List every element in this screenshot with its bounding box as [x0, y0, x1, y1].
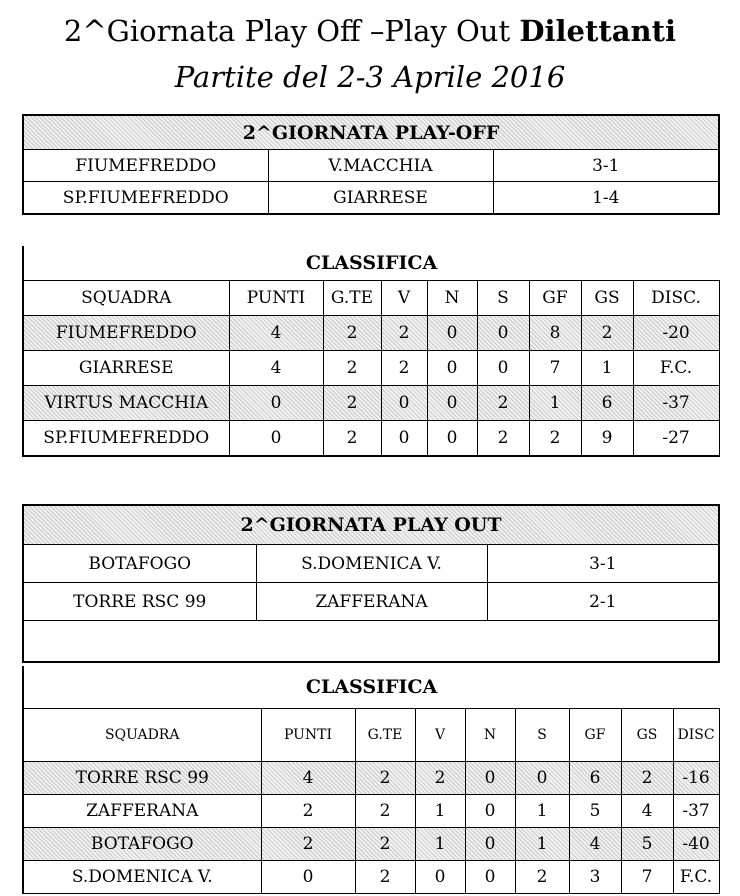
cell: 9 — [581, 421, 633, 457]
match-score: 3-1 — [487, 545, 719, 583]
cell: 0 — [415, 861, 465, 894]
cell: 0 — [381, 421, 427, 457]
table-row — [23, 316, 719, 351]
cell: 0 — [229, 386, 323, 421]
table-row — [23, 386, 719, 421]
cell: 2 — [477, 421, 529, 457]
cell: 2 — [355, 828, 415, 861]
playoff-results-table — [22, 114, 720, 215]
cell: -37 — [633, 386, 719, 421]
playout-standings-title: CLASSIFICA — [23, 666, 719, 709]
cell: 5 — [621, 828, 673, 861]
cell: 0 — [229, 421, 323, 457]
table-row — [23, 828, 719, 861]
cell: 4 — [261, 762, 355, 795]
cell: 8 — [529, 316, 581, 351]
standings-header-row — [23, 709, 719, 762]
team-name: S.DOMENICA V. — [23, 861, 261, 894]
playout-results-title: 2^GIORNATA PLAY OUT — [23, 505, 719, 545]
cell: 1 — [529, 386, 581, 421]
cell: 2 — [621, 762, 673, 795]
col-header: GS — [581, 281, 633, 316]
cell: 0 — [427, 316, 477, 351]
title-bold-text: Dilettanti — [519, 14, 677, 48]
cell: 4 — [621, 795, 673, 828]
cell: -37 — [673, 795, 719, 828]
cell: 6 — [581, 386, 633, 421]
col-header: DISC. — [633, 281, 719, 316]
table-row — [23, 421, 719, 457]
table-row — [23, 351, 719, 386]
col-header: S — [477, 281, 529, 316]
table-row — [23, 795, 719, 828]
col-header: DISC — [673, 709, 719, 762]
col-header: G.TE — [323, 281, 381, 316]
team-name: TORRE RSC 99 — [23, 762, 261, 795]
cell: 3 — [569, 861, 621, 894]
home-team: SP.FIUMEFREDDO — [23, 182, 268, 215]
cell: 4 — [229, 316, 323, 351]
home-team: FIUMEFREDDO — [23, 150, 268, 182]
cell: 2 — [355, 795, 415, 828]
team-name: VIRTUS MACCHIA — [23, 386, 229, 421]
away-team: S.DOMENICA V. — [256, 545, 487, 583]
cell: F.C. — [633, 351, 719, 386]
away-team: V.MACCHIA — [268, 150, 493, 182]
match-row — [23, 583, 719, 621]
home-team: TORRE RSC 99 — [23, 583, 256, 621]
cell: 0 — [477, 316, 529, 351]
cell: -20 — [633, 316, 719, 351]
cell: 2 — [323, 316, 381, 351]
cell: 2 — [415, 762, 465, 795]
col-header: V — [381, 281, 427, 316]
col-header: GS — [621, 709, 673, 762]
cell: 7 — [621, 861, 673, 894]
col-header: G.TE — [355, 709, 415, 762]
cell: 2 — [323, 351, 381, 386]
empty-cell — [23, 621, 719, 663]
col-header: GF — [529, 281, 581, 316]
team-name: FIUMEFREDDO — [23, 316, 229, 351]
cell: 2 — [581, 316, 633, 351]
match-score: 2-1 — [487, 583, 719, 621]
col-header: V — [415, 709, 465, 762]
match-row — [23, 182, 719, 215]
cell: 4 — [569, 828, 621, 861]
col-header: PUNTI — [229, 281, 323, 316]
cell: 0 — [465, 762, 515, 795]
cell: 2 — [261, 795, 355, 828]
col-header: SQUADRA — [23, 709, 261, 762]
col-header: S — [515, 709, 569, 762]
col-header: N — [465, 709, 515, 762]
cell: 2 — [477, 386, 529, 421]
cell: 2 — [323, 386, 381, 421]
cell: F.C. — [673, 861, 719, 894]
match-score: 3-1 — [493, 150, 719, 182]
standings-header-row — [23, 281, 719, 316]
cell: 2 — [515, 861, 569, 894]
match-row — [23, 150, 719, 182]
cell: 1 — [415, 795, 465, 828]
page-subtitle: Partite del 2-3 Aprile 2016 — [174, 60, 566, 94]
cell: 2 — [261, 828, 355, 861]
cell: 2 — [381, 351, 427, 386]
team-name: SP.FIUMEFREDDO — [23, 421, 229, 457]
page-title — [0, 12, 740, 50]
playoff-results-title: 2^GIORNATA PLAY-OFF — [23, 115, 719, 150]
title-text: 2^Giornata Play Off –Play Out — [63, 14, 520, 48]
cell: 0 — [261, 861, 355, 894]
cell: 0 — [427, 421, 477, 457]
match-row — [23, 545, 719, 583]
cell: 2 — [355, 762, 415, 795]
cell: 0 — [427, 386, 477, 421]
team-name: GIARRESE — [23, 351, 229, 386]
cell: 0 — [381, 386, 427, 421]
cell: 2 — [355, 861, 415, 894]
col-header: PUNTI — [261, 709, 355, 762]
cell: -16 — [673, 762, 719, 795]
cell: 0 — [465, 795, 515, 828]
home-team: BOTAFOGO — [23, 545, 256, 583]
cell: -27 — [633, 421, 719, 457]
col-header: GF — [569, 709, 621, 762]
cell: 2 — [529, 421, 581, 457]
cell: 0 — [515, 762, 569, 795]
cell: 2 — [381, 316, 427, 351]
cell: 0 — [477, 351, 529, 386]
cell: -40 — [673, 828, 719, 861]
table-row — [23, 762, 719, 795]
cell: 7 — [529, 351, 581, 386]
cell: 4 — [229, 351, 323, 386]
cell: 0 — [427, 351, 477, 386]
cell: 1 — [515, 828, 569, 861]
empty-row — [23, 621, 719, 663]
cell: 2 — [323, 421, 381, 457]
cell: 0 — [465, 828, 515, 861]
playoff-standings-title: CLASSIFICA — [23, 246, 719, 281]
cell: 5 — [569, 795, 621, 828]
col-header: N — [427, 281, 477, 316]
playout-results-table — [22, 504, 720, 663]
cell: 0 — [465, 861, 515, 894]
cell: 1 — [415, 828, 465, 861]
cell: 1 — [515, 795, 569, 828]
match-score: 1-4 — [493, 182, 719, 215]
playout-standings-table — [22, 666, 720, 894]
team-name: ZAFFERANA — [23, 795, 261, 828]
cell: 6 — [569, 762, 621, 795]
team-name: BOTAFOGO — [23, 828, 261, 861]
table-row — [23, 861, 719, 894]
col-header: SQUADRA — [23, 281, 229, 316]
playoff-standings-table — [22, 246, 720, 457]
away-team: GIARRESE — [268, 182, 493, 215]
cell: 1 — [581, 351, 633, 386]
away-team: ZAFFERANA — [256, 583, 487, 621]
